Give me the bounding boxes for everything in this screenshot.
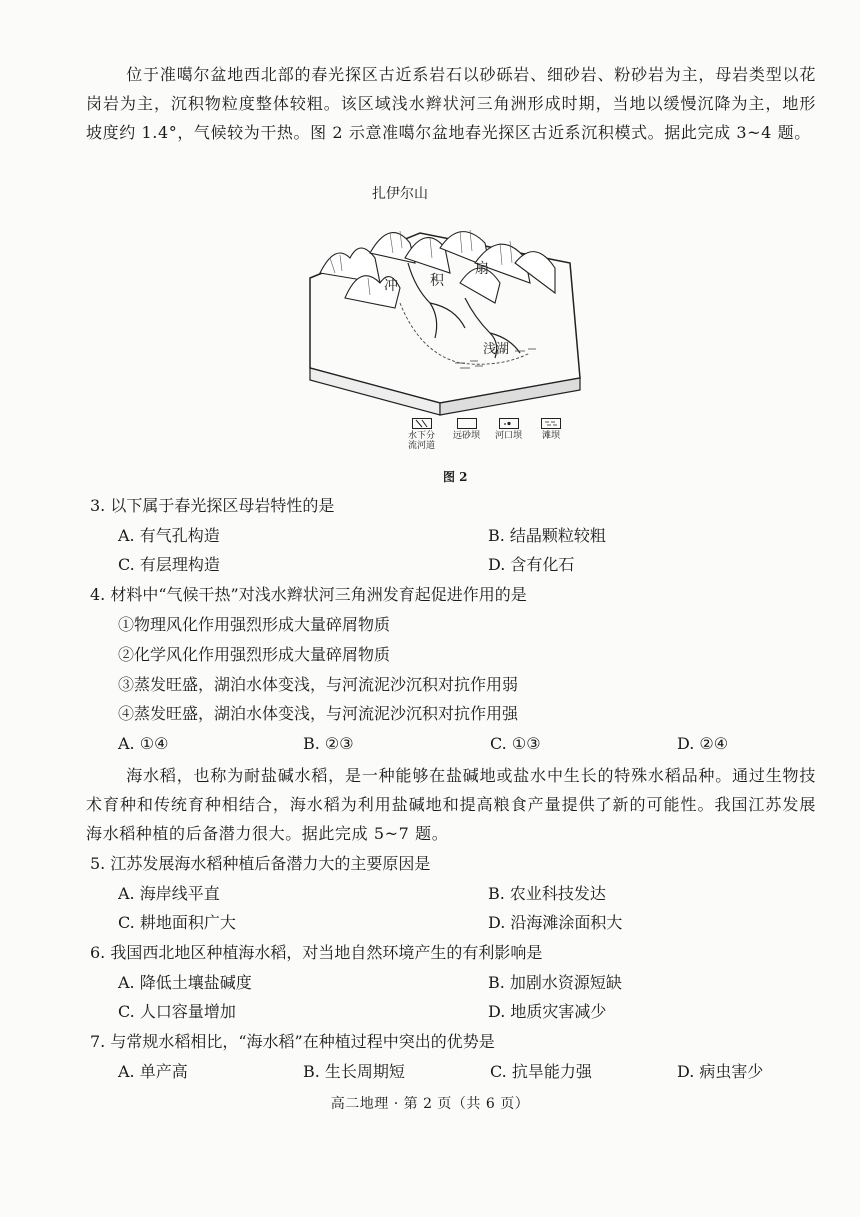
q4-option-a[interactable]: A. ①④ — [118, 734, 169, 753]
q6-stem: 6. 我国西北地区种植海水稻，对当地自然环境产生的有利影响是 — [90, 943, 543, 962]
figure-caption: 图 2 — [443, 470, 468, 484]
bar-icon — [457, 418, 477, 429]
legend-label: 水下分 — [408, 431, 436, 441]
q3-option-d[interactable]: D. 含有化石 — [488, 555, 575, 574]
q4-item-1: ①物理风化作用强烈形成大量碎屑物质 — [118, 615, 391, 634]
fan-char-1: 冲 — [384, 278, 398, 294]
q3-option-c[interactable]: C. 有层理构造 — [118, 555, 220, 574]
mountain-label: 扎伊尔山 — [372, 186, 428, 202]
passage-1 — [86, 60, 816, 147]
figure-2 — [290, 183, 590, 483]
legend-label: 滩坝 — [541, 431, 560, 441]
legend-label: 远砂坝 — [453, 431, 481, 441]
legend-channel — [408, 418, 435, 451]
q6-option-c[interactable]: C. 人口容量增加 — [118, 1002, 236, 1021]
q4-item-2: ②化学风化作用强烈形成大量碎屑物质 — [118, 645, 391, 664]
q6-option-d[interactable]: D. 地质灾害减少 — [488, 1002, 607, 1021]
q4-item-3: ③蒸发旺盛，湖泊水体变浅，与河流泥沙沉积对抗作用弱 — [118, 675, 519, 694]
q4-item-4: ④蒸发旺盛，湖泊水体变浅，与河流泥沙沉积对抗作用强 — [118, 704, 519, 723]
beach-bar-icon — [541, 418, 561, 429]
q5-option-a[interactable]: A. 海岸线平直 — [118, 884, 220, 903]
q3-stem: 3. 以下属于春光探区母岩特性的是 — [90, 496, 335, 515]
q6-option-a[interactable]: A. 降低土壤盐碱度 — [118, 973, 252, 992]
legend-label-2: 流河道 — [408, 441, 436, 451]
q7-stem: 7. 与常规水稻相比，“海水稻”在种植过程中突出的优势是 — [90, 1032, 495, 1051]
passage-2 — [86, 761, 816, 848]
q4-option-d[interactable]: D. ②④ — [677, 734, 729, 753]
sedimentary-model-diagram — [290, 203, 590, 433]
q7-option-a[interactable]: A. 单产高 — [118, 1062, 188, 1081]
fan-char-2: 积 — [430, 273, 444, 289]
q7-option-b[interactable]: B. 生长周期短 — [303, 1062, 405, 1081]
q7-option-c[interactable]: C. 抗旱能力强 — [490, 1062, 592, 1081]
mouth-bar-icon — [499, 418, 519, 429]
q6-option-b[interactable]: B. 加剧水资源短缺 — [488, 973, 622, 992]
channel-icon — [412, 418, 432, 429]
q4-stem: 4. 材料中“气候干热”对浅水辫状河三角洲发育起促进作用的是 — [90, 585, 527, 604]
fan-char-3: 扇 — [475, 261, 489, 277]
q5-option-b[interactable]: B. 农业科技发达 — [488, 884, 606, 903]
passage-2-text: 海水稻，也称为耐盐碱水稻，是一种能够在盐碱地或盐水中生长的特殊水稻品种。通过生物技术育种和传统育种相结合，海水稻为利用盐碱地和提高粮食产量提供了新的可能性。我国江苏发展海水稻种植的后备潜力很大。据此完成 5~7 题。 — [86, 766, 816, 843]
passage-1-text: 位于准噶尔盆地西北部的春光探区古近系岩石以砂砾岩、细砂岩、粉砂岩为主，母岩类型以花岗岩为主，沉积物粒度整体较粗。该区域浅水辫状河三角洲形成时期，当地以缓慢沉降为主，地形坡度约 1.4°，气候较为干热。图 2 示意准噶尔盆地春光探区古近系沉积模式。据此完成 3~4 题。 — [86, 65, 816, 142]
lake-label: 浅湖 — [483, 342, 510, 357]
q3-option-b[interactable]: B. 结晶颗粒较粗 — [488, 526, 606, 545]
q4-option-c[interactable]: C. ①③ — [490, 734, 541, 753]
page-footer: 高二地理 · 第 2 页（共 6 页） — [330, 1096, 530, 1112]
q5-option-c[interactable]: C. 耕地面积广大 — [118, 913, 236, 932]
legend-label: 河口坝 — [495, 431, 523, 441]
legend-beach-bar — [541, 418, 561, 441]
q7-option-d[interactable]: D. 病虫害少 — [677, 1062, 764, 1081]
legend-distal-bar — [453, 418, 480, 441]
q4-option-b[interactable]: B. ②③ — [303, 734, 354, 753]
q5-stem: 5. 江苏发展海水稻种植后备潜力大的主要原因是 — [90, 854, 431, 873]
q5-option-d[interactable]: D. 沿海滩涂面积大 — [488, 913, 623, 932]
q3-option-a[interactable]: A. 有气孔构造 — [118, 526, 220, 545]
legend-mouth-bar — [495, 418, 522, 441]
